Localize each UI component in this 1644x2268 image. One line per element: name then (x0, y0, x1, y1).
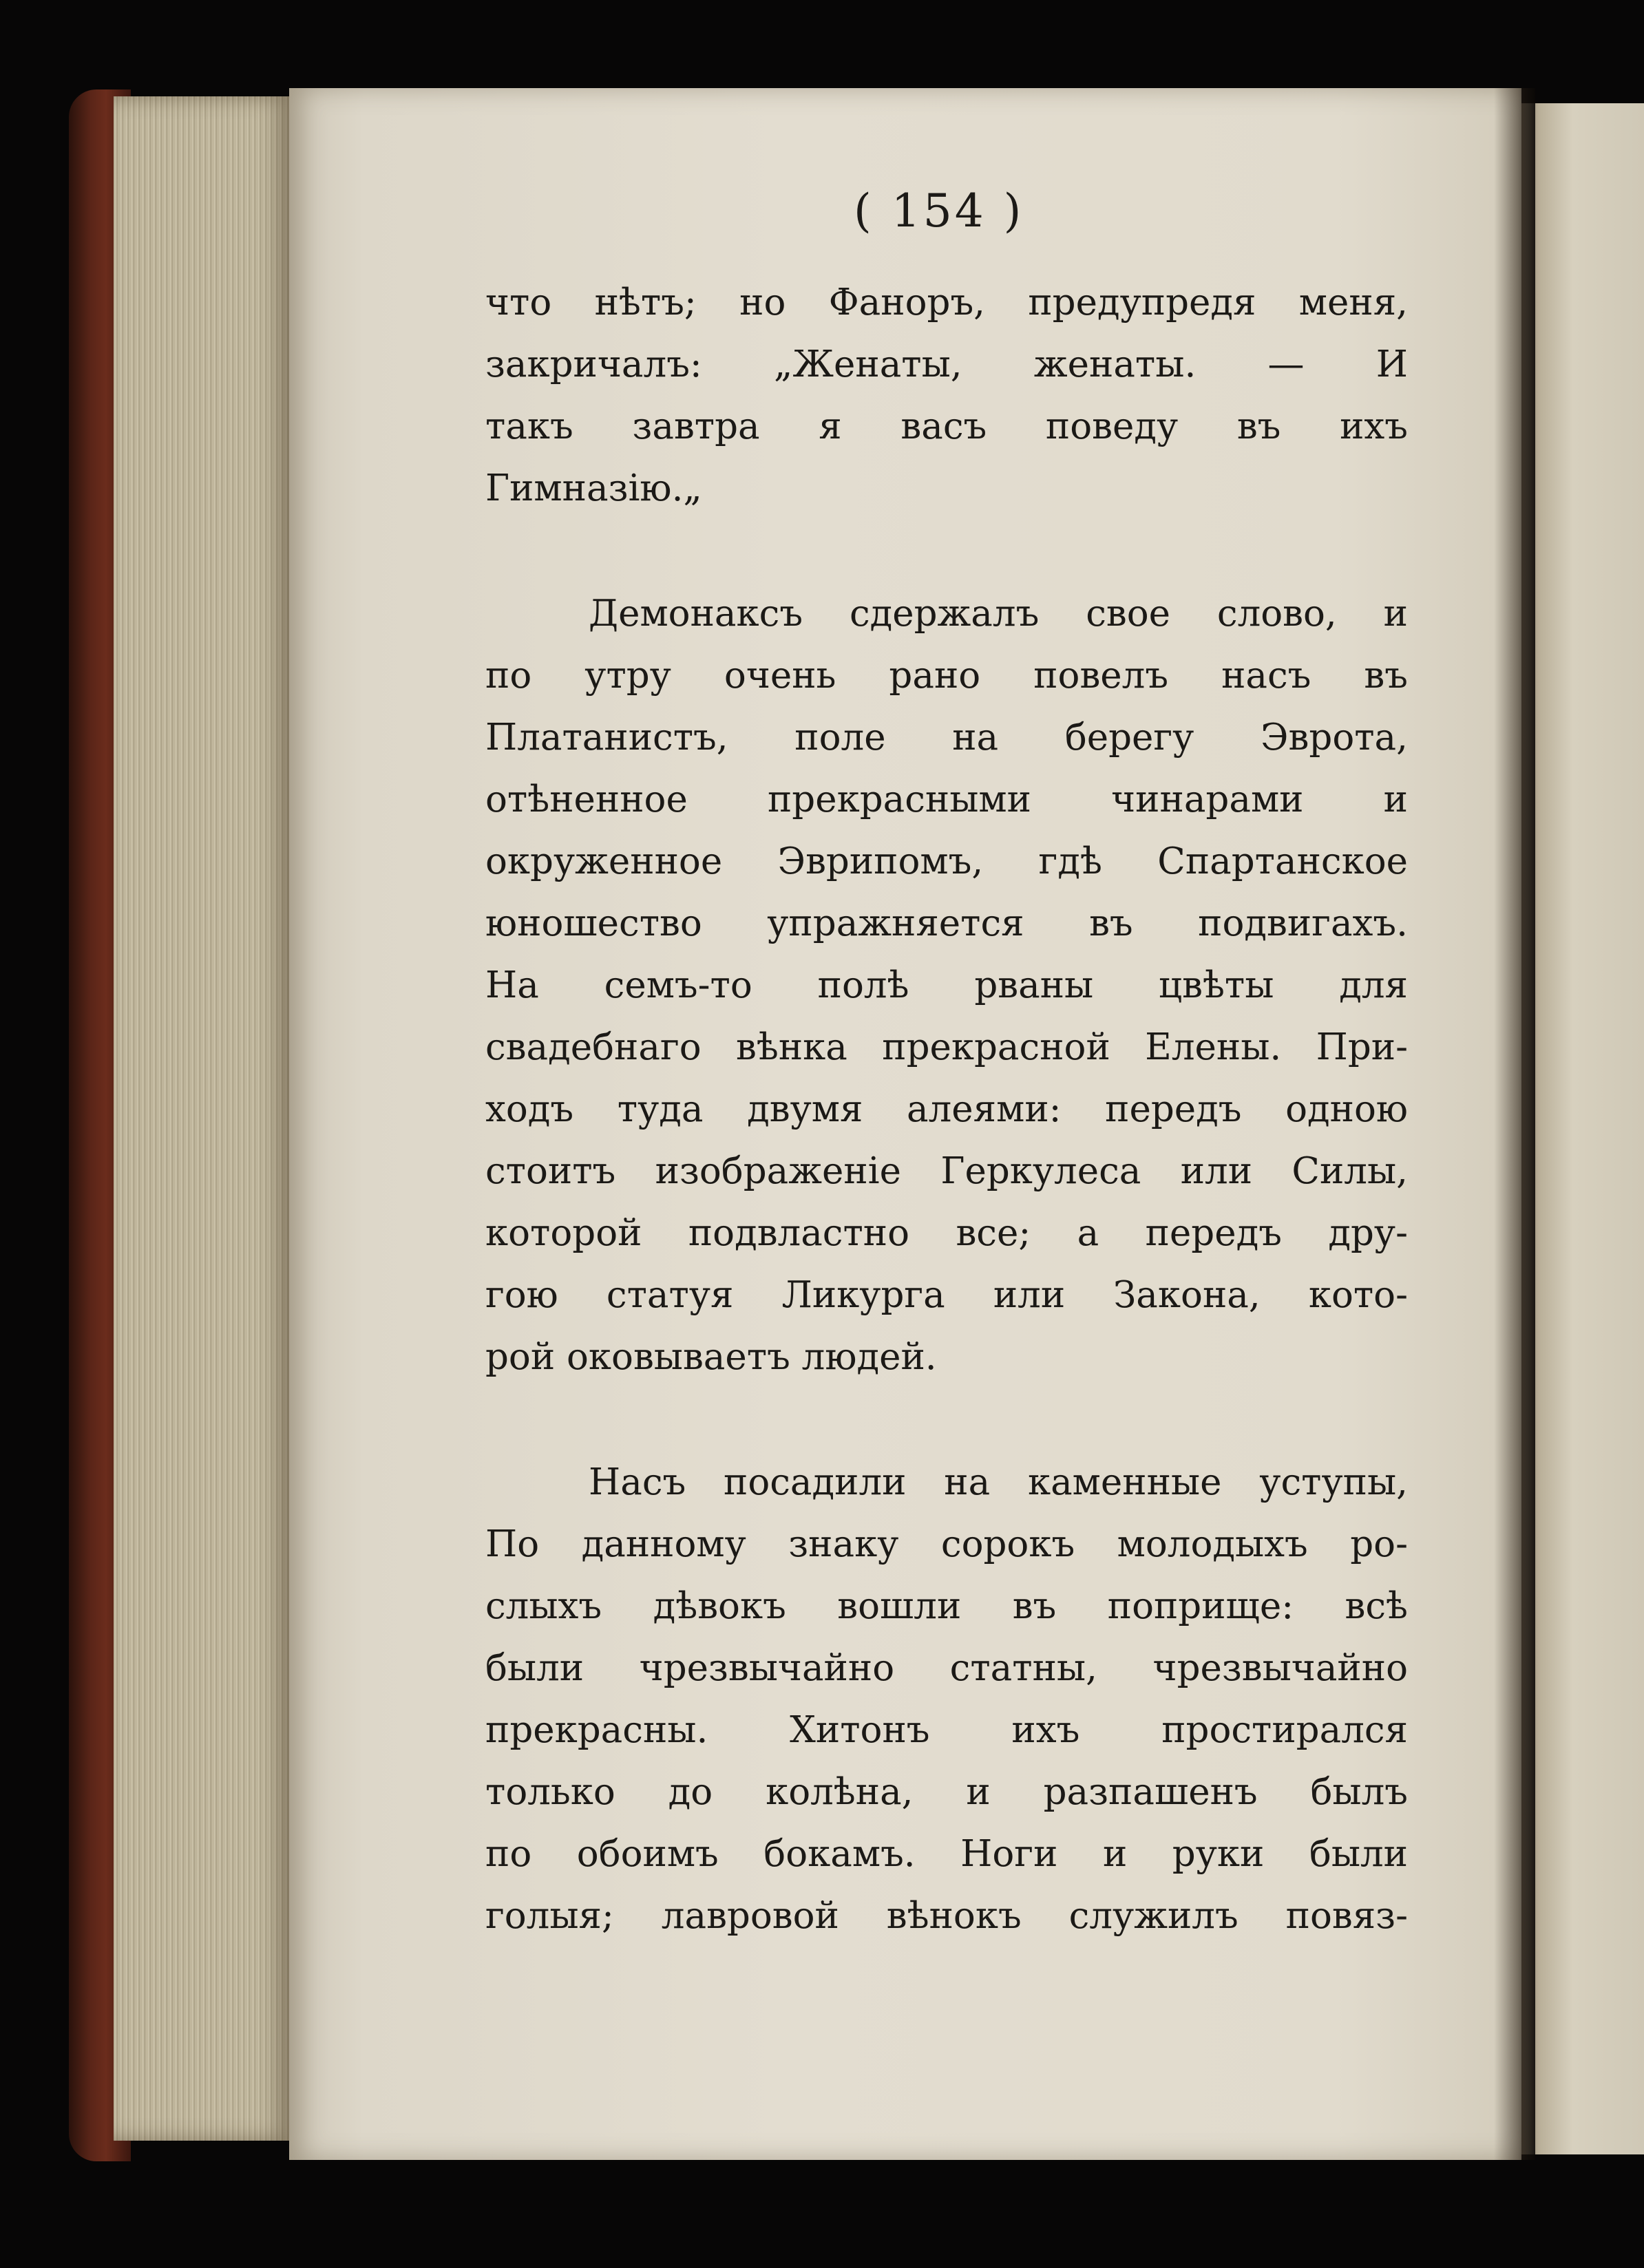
text-line: отѣненное прекрасными чинарами и (485, 778, 1408, 820)
text-line: были чрезвычайно статны, чрезвычайно (485, 1647, 1408, 1689)
text-line: по утру очень рано повелъ насъ въ (485, 655, 1408, 697)
text-line: На семъ-то полѣ рваны цвѣты для (485, 964, 1408, 1006)
text-line: окруженное Эврипомъ, гдѣ Спартанское (485, 840, 1408, 882)
text-line: прекрасны. Хитонъ ихъ простирался (485, 1709, 1408, 1751)
text-line: Демонаксъ сдержалъ свое слово, и (589, 593, 1408, 635)
paragraph-2 (485, 583, 1408, 1388)
text-line: голыя; лавровой вѣнокъ служилъ повяз- (485, 1895, 1408, 1937)
text-line: рой оковываетъ людей. (485, 1336, 937, 1378)
text-line: только до колѣна, и разпашенъ былъ (485, 1771, 1408, 1813)
text-line: ходъ туда двумя алеями: передъ одною (485, 1088, 1408, 1130)
text-line: Насъ посадили на каменные уступы, (589, 1461, 1408, 1503)
text-line: слыхъ дѣвокъ вошли въ поприще: всѣ (485, 1585, 1408, 1627)
paragraph-1 (485, 272, 1408, 520)
text-line: которой подвластно все; а передъ дру- (485, 1212, 1408, 1254)
text-line: стоитъ изображеніе Геркулеса или Силы, (485, 1150, 1408, 1192)
page-text (485, 272, 1408, 1947)
text-line: гою статуя Ликурга или Закона, кото- (485, 1274, 1408, 1316)
text-line: что нѣтъ; но Фаноръ, предупредя меня, (485, 282, 1408, 324)
text-line: По данному знаку сорокъ молодыхъ ро- (485, 1523, 1408, 1565)
text-line: юношество упражняется въ подвигахъ. (485, 902, 1408, 944)
page-edges (114, 96, 293, 2141)
text-line: по обоимъ бокамъ. Ноги и руки были (485, 1833, 1408, 1875)
text-line: Гимназію.„ (485, 467, 702, 509)
text-line: такъ завтра я васъ поведу въ ихъ (485, 405, 1408, 447)
text-line: свадебнаго вѣнка прекрасной Елены. При- (485, 1026, 1408, 1068)
gutter-shadow (1494, 88, 1535, 2160)
text-line: Платанистъ, поле на берегу Эврота, (485, 717, 1408, 759)
page-number: ( 154 ) (854, 184, 1024, 237)
paragraph-3 (485, 1452, 1408, 1947)
text-line: закричалъ: „Женаты, женаты. — И (485, 343, 1408, 385)
